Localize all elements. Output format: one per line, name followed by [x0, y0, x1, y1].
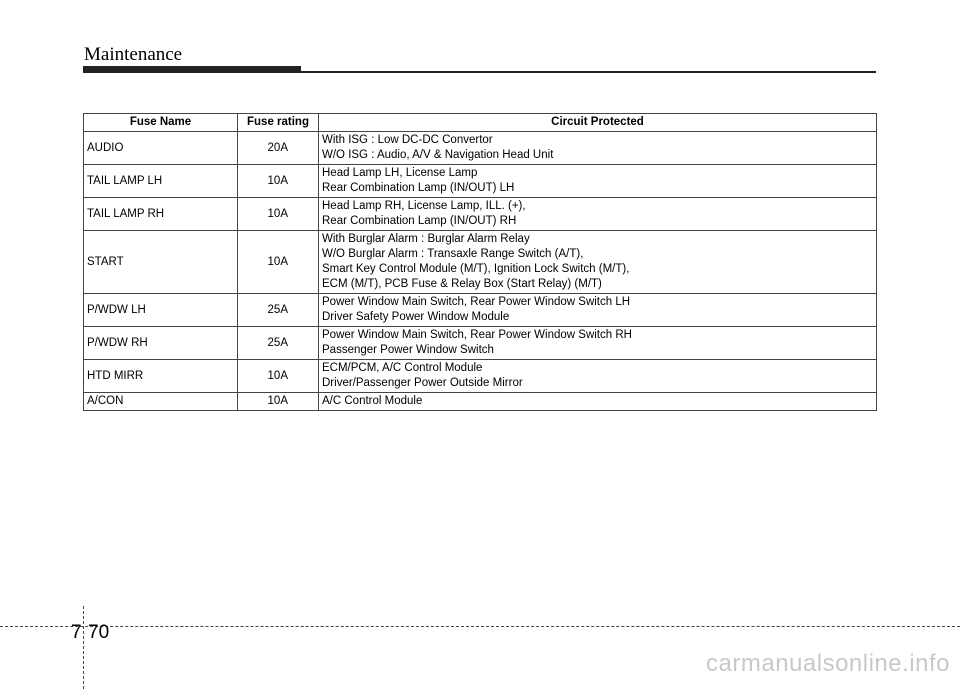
table-row [84, 294, 877, 327]
table-row [84, 231, 877, 294]
fuse-name-cell: P/WDW RH [84, 327, 238, 360]
fuse-name-cell: P/WDW LH [84, 294, 238, 327]
circuit-line: W/O ISG : Audio, A/V & Navigation Head Unit [322, 149, 554, 161]
fuse-rating-cell: 20A [238, 132, 319, 165]
table-row [84, 132, 877, 165]
circuit-line: Driver Safety Power Window Module [322, 311, 510, 323]
table-row [84, 165, 877, 198]
column-header-fuse-rating: Fuse rating [238, 114, 319, 132]
circuit-protected-cell [319, 132, 877, 165]
footer-dashed-rule [0, 626, 960, 627]
header-rule-thick [83, 66, 301, 73]
circuit-protected-cell [319, 165, 877, 198]
column-header-circuit-protected: Circuit Protected [319, 114, 877, 132]
circuit-line: Power Window Main Switch, Rear Power Window Switch LH [322, 296, 631, 308]
section-title: Maintenance [84, 44, 183, 65]
fuse-rating-cell: 10A [238, 231, 319, 294]
header-rule-thin [301, 71, 876, 73]
chapter-number: 7 [71, 622, 82, 643]
fuse-name-cell: AUDIO [84, 132, 238, 165]
circuit-protected-cell [319, 393, 877, 411]
circuit-line: Rear Combination Lamp (IN/OUT) LH [322, 182, 515, 194]
table-row [84, 198, 877, 231]
circuit-line: Head Lamp LH, License Lamp [322, 167, 478, 179]
circuit-protected-cell [319, 231, 877, 294]
fuse-rating-cell: 25A [238, 327, 319, 360]
fuse-name-cell: TAIL LAMP LH [84, 165, 238, 198]
fuse-name-cell: TAIL LAMP RH [84, 198, 238, 231]
circuit-protected-cell [319, 327, 877, 360]
circuit-line: A/C Control Module [322, 395, 423, 407]
circuit-line: Rear Combination Lamp (IN/OUT) RH [322, 215, 517, 227]
table-header-row [84, 114, 877, 132]
circuit-line: ECM (M/T), PCB Fuse & Relay Box (Start Relay) (M/T) [322, 278, 602, 290]
circuit-line: Head Lamp RH, License Lamp, ILL. (+), [322, 200, 526, 212]
circuit-line: Driver/Passenger Power Outside Mirror [322, 377, 523, 389]
watermark: carmanualsonline.info [706, 650, 950, 677]
circuit-line: With ISG : Low DC-DC Convertor [322, 134, 493, 146]
fuse-rating-cell: 10A [238, 360, 319, 393]
fuse-rating-cell: 10A [238, 165, 319, 198]
fuse-rating-cell: 10A [238, 393, 319, 411]
fuse-rating-cell: 25A [238, 294, 319, 327]
circuit-line: Passenger Power Window Switch [322, 344, 494, 356]
fuse-name-cell: A/CON [84, 393, 238, 411]
circuit-protected-cell [319, 294, 877, 327]
circuit-protected-cell [319, 360, 877, 393]
fuse-rating-cell: 10A [238, 198, 319, 231]
table-row [84, 393, 877, 411]
circuit-line: With Burglar Alarm : Burglar Alarm Relay [322, 233, 530, 245]
fuse-name-cell: HTD MIRR [84, 360, 238, 393]
circuit-line: Smart Key Control Module (M/T), Ignition Lock Switch (M/T), [322, 263, 630, 275]
table-row [84, 360, 877, 393]
page-number: 70 [88, 622, 110, 643]
fuse-name-cell: START [84, 231, 238, 294]
table-body [84, 132, 877, 411]
column-header-fuse-name: Fuse Name [84, 114, 238, 132]
circuit-line: W/O Burglar Alarm : Transaxle Range Switch (A/T), [322, 248, 584, 260]
fuse-table [83, 113, 877, 411]
circuit-line: ECM/PCM, A/C Control Module [322, 362, 483, 374]
circuit-protected-cell [319, 198, 877, 231]
table-row [84, 327, 877, 360]
footer-dashed-divider [83, 606, 84, 689]
circuit-line: Power Window Main Switch, Rear Power Window Switch RH [322, 329, 632, 341]
